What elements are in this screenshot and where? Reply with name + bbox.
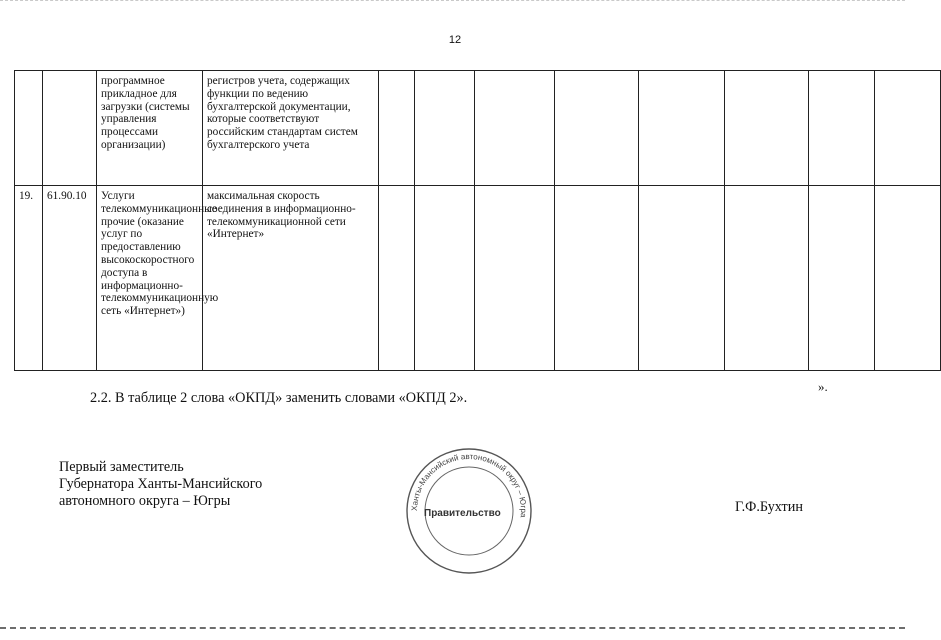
cell-empty bbox=[809, 71, 875, 186]
cell-characteristic: максимальная скорость соединения в информационно-телекоммуникационной сети «Интернет» bbox=[203, 186, 379, 371]
cell-empty bbox=[475, 71, 555, 186]
cell-code: 61.90.10 bbox=[43, 186, 97, 371]
cell-number bbox=[15, 71, 43, 186]
table-row bbox=[15, 186, 941, 371]
signer-name: Г.Ф.Бухтин bbox=[735, 499, 803, 515]
cell-empty bbox=[379, 186, 415, 371]
cell-empty bbox=[475, 186, 555, 371]
cell-empty bbox=[639, 186, 725, 371]
cell-empty bbox=[415, 186, 475, 371]
seal-center-text: Правительство bbox=[424, 508, 501, 519]
cell-empty bbox=[725, 71, 809, 186]
seal-ring-text: Ханты-Мансийский автономный округ – Югра bbox=[409, 451, 529, 518]
signatory-line: автономного округа – Югры bbox=[59, 493, 231, 509]
cell-empty bbox=[415, 71, 475, 186]
cell-number: 19. bbox=[15, 186, 43, 371]
cell-empty bbox=[725, 186, 809, 371]
cell-name: программное прикладное для загрузки (системы управления процессами организации) bbox=[97, 71, 203, 186]
page-number: 12 bbox=[448, 34, 462, 46]
cell-characteristic: регистров учета, содержащих функции по ведению бухгалтерской документации, которые соответствуют российским стандартам систем бухгалтерского учета bbox=[203, 71, 379, 186]
cell-code bbox=[43, 71, 97, 186]
scan-artifact-top bbox=[0, 0, 905, 4]
scan-artifact-bottom bbox=[0, 627, 905, 633]
characteristics-table bbox=[14, 70, 941, 371]
cell-empty bbox=[639, 71, 725, 186]
cell-empty bbox=[555, 186, 639, 371]
cell-empty bbox=[875, 71, 941, 186]
cell-name: Услуги телекоммуникационные прочие (оказание услуг по предоставлению высокоскоростного доступа в информационно-телекоммуникационную сеть «Интернет») bbox=[97, 186, 203, 371]
cell-empty bbox=[875, 186, 941, 371]
cell-empty bbox=[809, 186, 875, 371]
government-seal bbox=[404, 446, 534, 576]
table-row bbox=[15, 71, 941, 186]
closing-quote: ». bbox=[818, 379, 828, 394]
signatory-line: Первый заместитель bbox=[59, 459, 184, 475]
signatory-title bbox=[59, 459, 262, 510]
cell-empty bbox=[555, 71, 639, 186]
signatory-line: Губернатора Ханты-Мансийского bbox=[59, 476, 263, 492]
amendment-paragraph: 2.2. В таблице 2 слова «ОКПД» заменить словами «ОКПД 2». bbox=[90, 390, 468, 406]
cell-empty bbox=[379, 71, 415, 186]
